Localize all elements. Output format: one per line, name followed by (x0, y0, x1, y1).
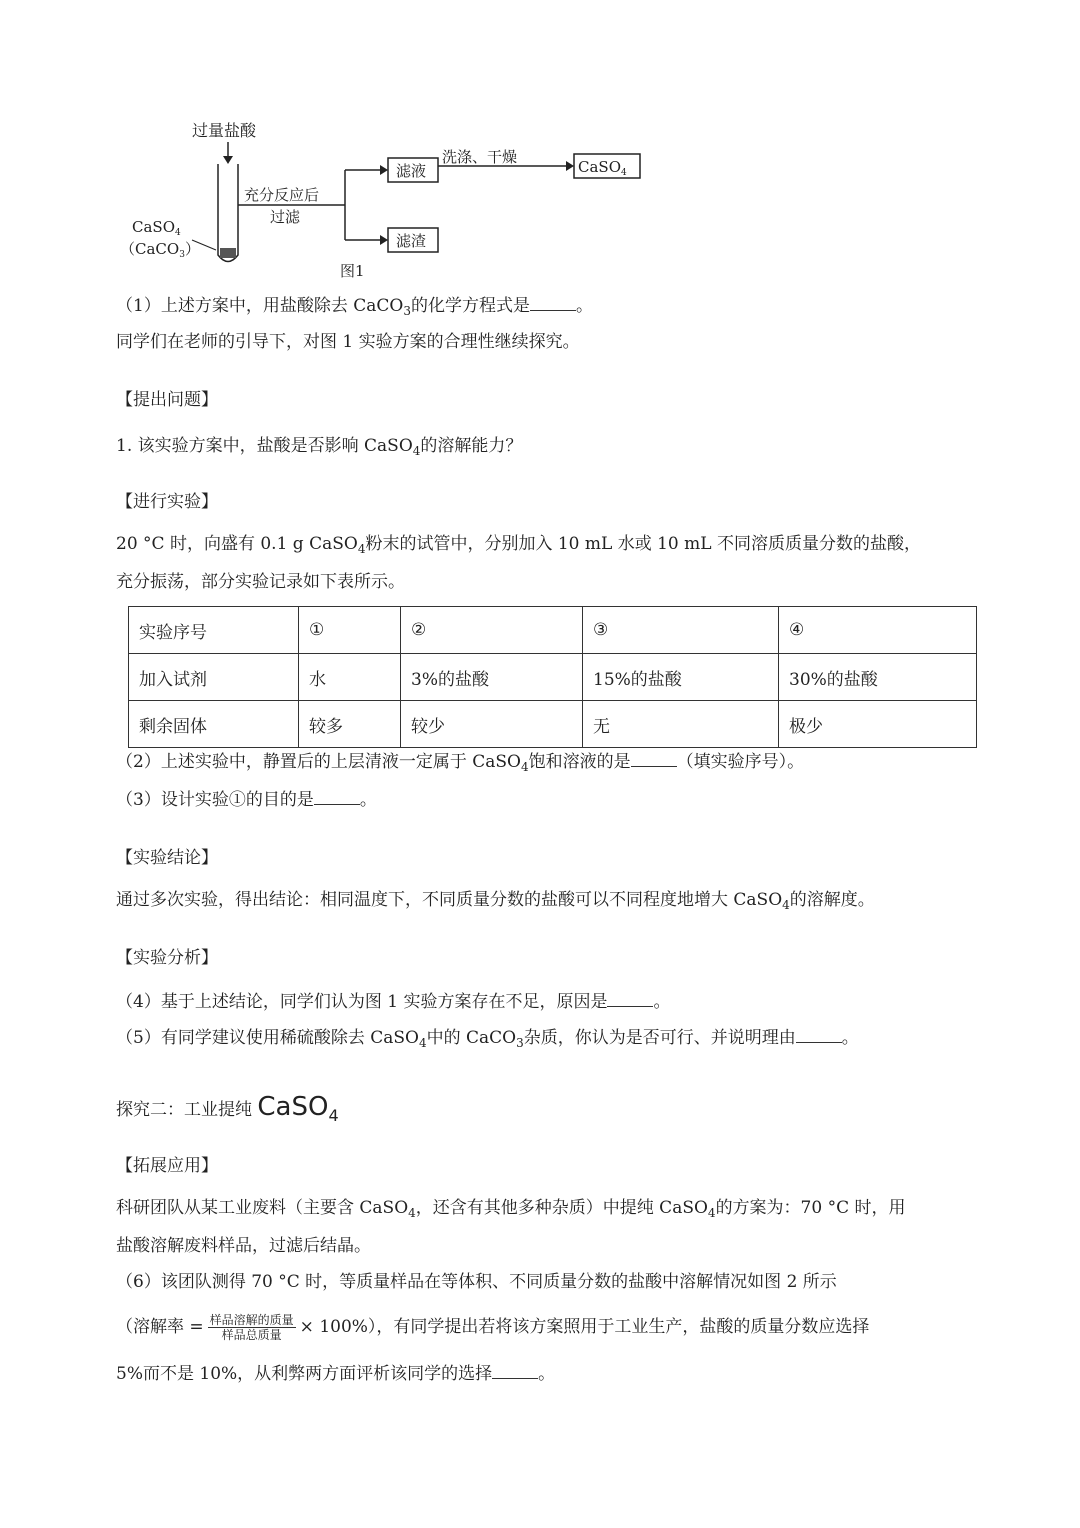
fig1-top-label: 过量盐酸 (192, 121, 257, 140)
heading-extension: 【拓展应用】 (116, 1156, 218, 1176)
table-cell: 3%的盐酸 (401, 654, 583, 701)
q6-line-1: （6）该团队测得 70 °C 时，等质量样品在等体积、不同质量分数的盐酸中溶解情况如图 2 所示 (116, 1272, 837, 1292)
heading-analysis: 【实验分析】 (116, 948, 218, 968)
q6-line-3: 5%而不是 10%，从利弊两方面评析该同学的选择 。 (116, 1364, 556, 1384)
table-cell: ① (299, 607, 401, 654)
conclusion-line: 通过多次实验，得出结论：相同温度下，不同质量分数的盐酸可以不同程度地增大 CaSO$_4$的溶解度。 (116, 890, 875, 912)
answer-blank[interactable] (631, 752, 677, 767)
fig1-box-residue: 滤渣 (396, 232, 427, 250)
q4-line: （4）基于上述结论，同学们认为图 1 实验方案存在不足，原因是 。 (116, 992, 671, 1012)
table-cell: 15%的盐酸 (583, 654, 779, 701)
table-cell: 加入试剂 (129, 654, 299, 701)
q1-line: （1）上述方案中，用盐酸除去 CaCO$_3$的化学方程式是 。 (116, 296, 593, 318)
table-cell: ③ (583, 607, 779, 654)
table-cell: 剩余固体 (129, 701, 299, 748)
table-cell: 极少 (779, 701, 977, 748)
experiment-text-2: 充分振荡，部分实验记录如下表所示。 (116, 572, 405, 592)
figure-1-diagram (120, 110, 660, 290)
fig1-box-filtrate: 滤液 (396, 162, 427, 180)
table-row (129, 654, 977, 701)
extension-line-1: 科研团队从某工业废料（主要含 CaSO$_4$，还含有其他多种杂质）中提纯 CaSO$_4$的方案为：70 °C 时，用 (116, 1198, 906, 1220)
svg-text:CaSO4: CaSO$_4$ (132, 218, 181, 238)
table-row (129, 701, 977, 748)
table-row (129, 607, 977, 654)
q5-line: （5）有同学建议使用稀硫酸除去 CaSO$_4$中的 CaCO$_3$杂质，你认为是否可行、并说明理由 。 (116, 1028, 859, 1050)
answer-blank[interactable] (492, 1364, 538, 1379)
table-cell: ④ (779, 607, 977, 654)
q3-line: （3）设计实验①的目的是 。 (116, 790, 377, 810)
intro-text: 同学们在老师的引导下，对图 1 实验方案的合理性继续探究。 (116, 332, 580, 352)
table-cell: 水 (299, 654, 401, 701)
q2-line: （2）上述实验中，静置后的上层清液一定属于 CaSO$_4$饱和溶液的是 （填实验序号）。 (116, 752, 805, 774)
fig1-arrow-text-2: 过滤 (270, 208, 301, 226)
answer-blank[interactable] (530, 296, 576, 311)
experiment-text-1: 20 °C 时，向盛有 0.1 g CaSO$_4$粉末的试管中，分别加入 10 mL 水或 10 mL 不同溶质质量分数的盐酸， (116, 534, 921, 556)
fig1-wash-text: 洗涤、干燥 (442, 148, 518, 166)
table-cell: 实验序号 (129, 607, 299, 654)
question-line: 1. 该实验方案中，盐酸是否影响 CaSO$_4$的溶解能力？ (116, 436, 523, 458)
heading-question: 【提出问题】 (116, 390, 218, 410)
svg-text:CaSO4: CaSO$_4$ (578, 158, 627, 178)
fig1-box-product: CaSO (578, 158, 621, 176)
fig1-caption: 图1 (340, 262, 365, 280)
table-cell: 较少 (401, 701, 583, 748)
dissolution-rate-fraction: $\frac{\text{样品溶解的质量}}{\text{样品总质量}}$ (209, 1313, 294, 1342)
answer-blank[interactable] (607, 992, 653, 1007)
table-cell: 较多 (299, 701, 401, 748)
answer-blank[interactable] (796, 1028, 842, 1043)
answer-blank[interactable] (314, 790, 360, 805)
table-cell: 无 (583, 701, 779, 748)
section-2-title: 探究二：工业提纯 CaSO4 (116, 1092, 339, 1125)
q6-line-2: （溶解率 = $\frac{\text{样品溶解的质量}}{\text{样品总质量}}$ × 100%），有同学提出若将该方案照用于工业生产，盐酸的质量分数应选择 (116, 1313, 870, 1342)
experiment-table (128, 606, 977, 748)
heading-conclusion: 【实验结论】 (116, 848, 218, 868)
extension-line-2: 盐酸溶解废料样品，过滤后结晶。 (116, 1236, 371, 1256)
test-tube (218, 164, 238, 262)
table-cell: ② (401, 607, 583, 654)
svg-text:（CaCO3）: （CaCO$_3$） (120, 240, 200, 260)
table-cell: 30%的盐酸 (779, 654, 977, 701)
fig1-arrow-text-1: 充分反应后 (244, 186, 320, 204)
heading-experiment: 【进行实验】 (116, 492, 218, 512)
